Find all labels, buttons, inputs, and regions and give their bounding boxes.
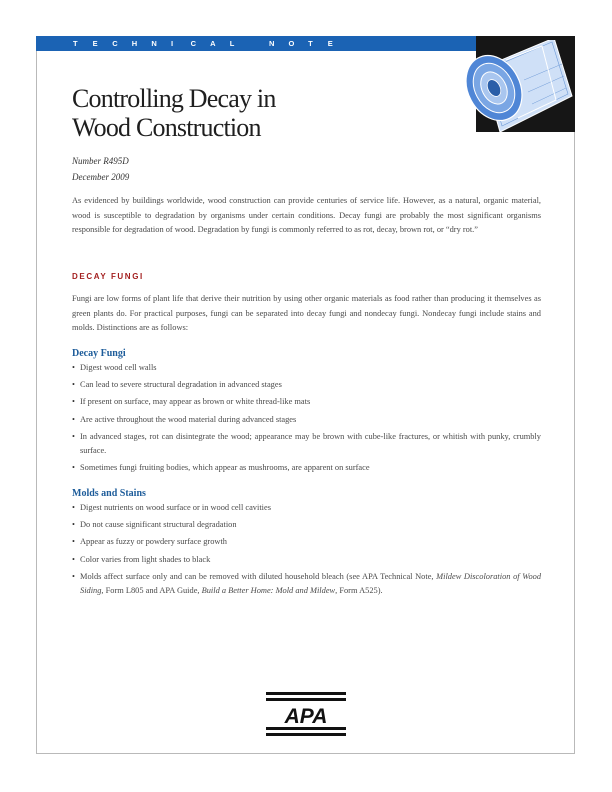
reference-title: Mildew Discoloration of Wood Siding bbox=[80, 571, 542, 596]
list-item: • Do not cause significant structural degradation bbox=[72, 518, 541, 533]
banner-letter: T bbox=[73, 39, 78, 48]
section-paragraph: Fungi are low forms of plant life that derive their nutrition by using other organic materials as food rather than producing it themselves as green plants do. For practical purposes, fungi can be separated into decay fungi and nondecay fungi. Nondecay fungi include stains and molds. Distinctions are as follows: bbox=[72, 294, 541, 332]
molds-stains-list bbox=[72, 501, 541, 601]
banner-label bbox=[73, 38, 347, 50]
corner-art bbox=[476, 36, 575, 132]
list-item: • Sometimes fungi fruiting bodies, which appear as mushrooms, are apparent on surface bbox=[72, 461, 541, 476]
reference-text: , Form L805 and APA Guide, bbox=[101, 586, 202, 596]
list-item: • Can lead to severe structural degradation in advanced stages bbox=[72, 378, 541, 393]
list-item: • Digest wood cell walls bbox=[72, 361, 541, 376]
apa-logo bbox=[266, 692, 346, 736]
reference-text: Molds affect surface only and can be removed with diluted household bleach (see APA Technical Note, bbox=[80, 571, 437, 581]
list-item: • Color varies from light shades to black bbox=[72, 553, 541, 568]
list-item: • Digest nutrients on wood surface or in wood cell cavities bbox=[72, 501, 541, 516]
banner-letter: E bbox=[92, 39, 98, 48]
decay-fungi-heading: Decay Fungi bbox=[72, 348, 126, 359]
banner-letter: E bbox=[327, 39, 333, 48]
reference-text: , Form A525). bbox=[335, 586, 383, 596]
banner-letter: T bbox=[308, 39, 313, 48]
banner-letter: H bbox=[131, 39, 138, 48]
intro-paragraph: As evidenced by buildings worldwide, wood construction can provide centuries of service life. However, as a natural, organic material, wood is susceptible to degradation by organisms under certain conditions. Decay fungi are probably the most significant organisms responsible for degradation of wood. Degradation by fungi is commonly referred to as rot, decay, brown rot, or “dry rot.” bbox=[72, 196, 541, 234]
banner-letter: N bbox=[268, 39, 275, 48]
list-item: • Appear as fuzzy or powdery surface growth bbox=[72, 535, 541, 550]
list-item bbox=[72, 570, 541, 599]
list-item: • Are active throughout the wood material during advanced stages bbox=[72, 413, 541, 428]
banner-letter: O bbox=[288, 39, 295, 48]
title-line: Controlling Decay in bbox=[72, 84, 276, 113]
banner-letter: C bbox=[112, 39, 118, 48]
document-number: Number R495D bbox=[72, 156, 129, 166]
list-item: • In advanced stages, rot can disintegrate the wood; appearance may be brown with cube-like fractures, or whitish with punky, crumbly surface. bbox=[72, 430, 541, 459]
decay-fungi-list bbox=[72, 361, 541, 479]
apa-logo-mark bbox=[266, 692, 346, 736]
title-line: Wood Construction bbox=[72, 113, 261, 142]
molds-stains-heading: Molds and Stains bbox=[72, 488, 146, 499]
banner-letter: L bbox=[229, 39, 235, 48]
blueprint-roll-icon bbox=[454, 40, 574, 140]
banner-letter: I bbox=[170, 39, 174, 48]
logo-text: APA bbox=[284, 705, 328, 728]
banner-letter: A bbox=[210, 39, 216, 48]
document-title bbox=[72, 84, 392, 142]
banner-letter: N bbox=[151, 39, 157, 48]
reference-title: Build a Better Home: Mold and Mildew bbox=[201, 586, 336, 596]
section-heading: DECAY FUNGI bbox=[72, 272, 144, 281]
banner-letter: C bbox=[190, 39, 196, 48]
document-date: December 2009 bbox=[72, 172, 130, 182]
list-item: • If present on surface, may appear as brown or white thread-like mats bbox=[72, 395, 541, 410]
